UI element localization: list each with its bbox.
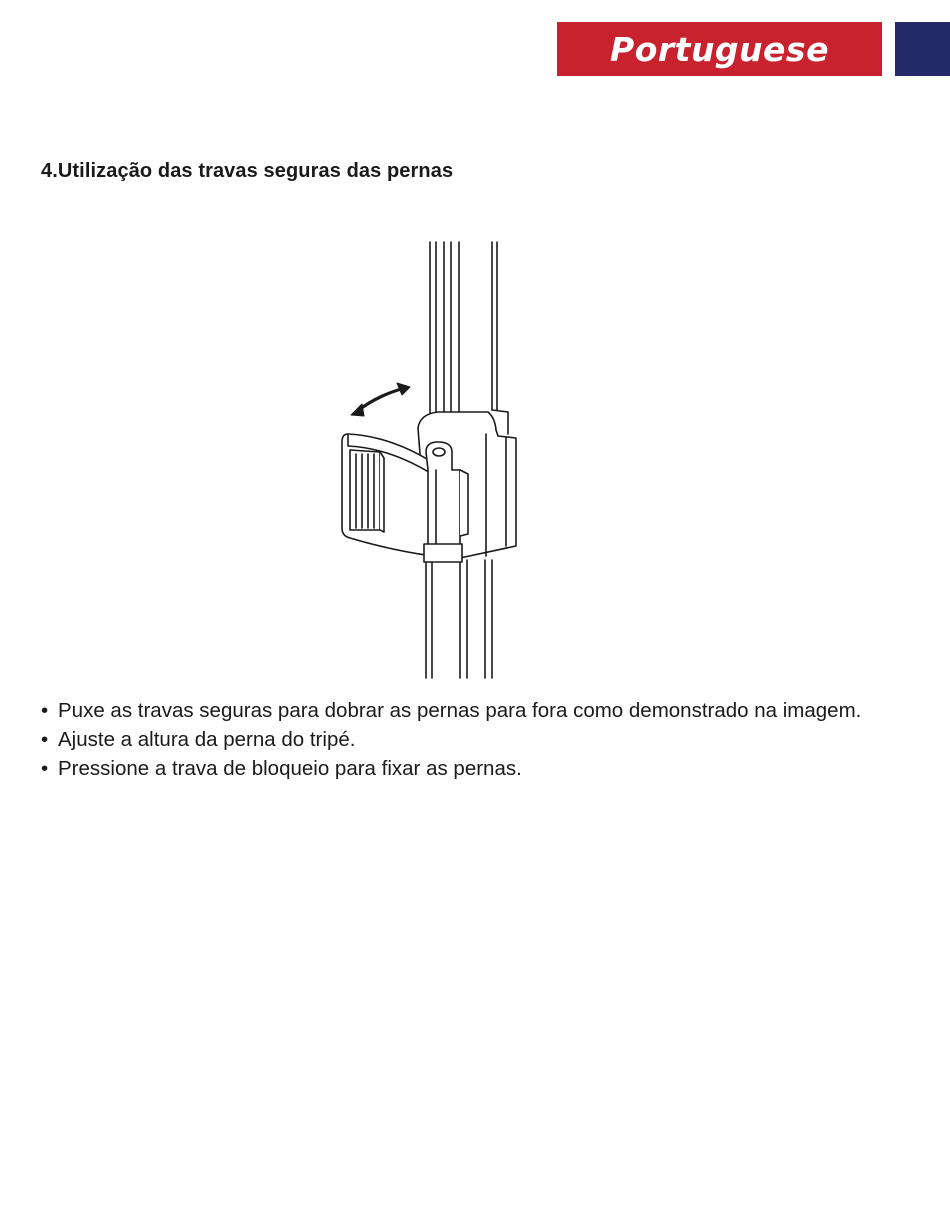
leg-lock-illustration bbox=[320, 238, 540, 683]
rotation-arrow-icon bbox=[351, 383, 410, 416]
upper-leg-tube bbox=[430, 242, 497, 434]
list-item-text: Puxe as travas seguras para dobrar as pernas para fora como demonstrado na imagem. bbox=[58, 699, 862, 722]
page-marker-block bbox=[895, 22, 950, 76]
language-label: Portuguese bbox=[610, 29, 829, 69]
list-item bbox=[38, 754, 861, 783]
clamp-lever bbox=[342, 434, 432, 556]
instruction-list bbox=[38, 696, 861, 783]
list-item-text: Pressione a trava de bloqueio para fixar as pernas. bbox=[58, 757, 522, 780]
bullet-symbol: • bbox=[41, 699, 49, 722]
bullet-symbol: • bbox=[41, 757, 49, 780]
section-title: 4.Utilização das travas seguras das pernas bbox=[41, 160, 454, 182]
list-item bbox=[38, 725, 861, 754]
lower-leg-tube bbox=[426, 560, 492, 678]
bullet-symbol: • bbox=[41, 728, 49, 751]
list-item-text: Ajuste a altura da perna do tripé. bbox=[58, 728, 356, 751]
language-tag bbox=[557, 22, 882, 76]
list-item bbox=[38, 696, 861, 725]
